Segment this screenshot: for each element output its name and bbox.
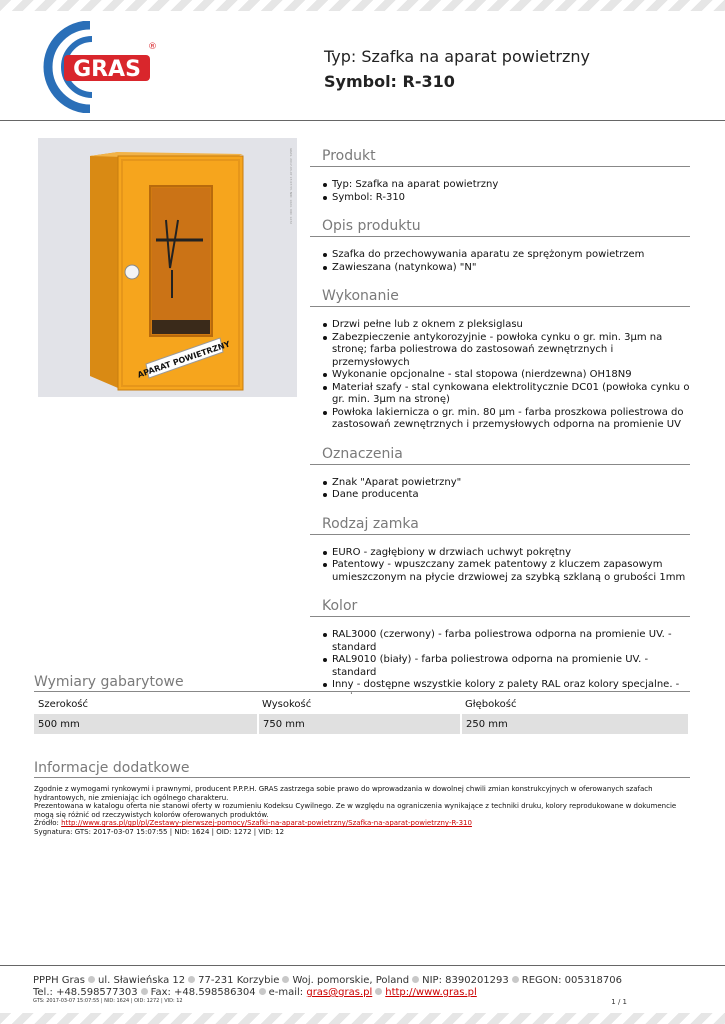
fax: Fax: +48.598586304 [150, 987, 256, 998]
list-item: Powłoka lakiernicza o gr. min. 80 µm - farba proszkowa poliestrowa do zastosowań zewnętrznych i przemysłowych odporna na promienie UV [322, 407, 690, 432]
list-item: Drzwi pełne lub z oknem z pleksiglasu [322, 319, 690, 332]
table-header-row [34, 694, 689, 714]
oznaczenia-list [310, 477, 690, 502]
bullet-dot-icon [375, 988, 382, 995]
product-photo [38, 138, 297, 397]
page-number: 1 / 1 [611, 998, 627, 1006]
list-item: RAL9010 (biały) - farba poliestrowa odporna na promienie UV. - standard [322, 654, 690, 679]
list-item: Zabezpieczenie antykorozyjnie - powłoka cynku o gr. min. 3µm na stronę; farba poliestrowa do zastosowań zewnętrznych i przemysłowych [322, 332, 690, 370]
value-wysokosc: 750 mm [258, 714, 461, 734]
document-footer [0, 965, 725, 1006]
info-paragraph: Prezentowana w katalogu oferta nie stanowi oferty w rozumieniu Kodeksu Cywilnego. Ze w względu na ograniczenia wynikające z techniki druku, kolory reprodukowane w dokumencie mogą się różnić od rzeczywistych kolorów oferowanych produktów. [34, 802, 677, 819]
city: 77-231 Korzybie [198, 975, 280, 986]
source-link[interactable]: http://www.gras.pl/gpl/pl/Zestawy-pierwszej-pomocy/Szafki-na-aparat-powietrzny/Szafka-na-aparat-powietrzny-R-310 [61, 819, 472, 828]
section-title-informacje: Informacje dodatkowe [34, 760, 690, 778]
list-item: Wykonanie opcjonalne - stal stopowa (nierdzewna) OH18N9 [322, 369, 690, 382]
bottom-stripe-decoration [0, 1013, 725, 1024]
phone: Tel.: +48.598577303 [33, 987, 138, 998]
list-item: Dane producenta [322, 489, 690, 502]
section-title-produkt: Produkt [310, 148, 690, 167]
product-details [310, 148, 690, 718]
list-item: Typ: Szafka na aparat powietrzny [322, 179, 690, 192]
bullet-dot-icon [282, 976, 289, 983]
info-paragraph: Zgodnie z wymogami rynkowymi i prawnymi, producent P.P.P.H. GRAS zastrzega sobie prawo do wprowadzania w dowolnej chwili zmian konstrukcyjnych w oferowanych szafach hydrantowych, nie zmieniając ich ogólnego charakteru. [34, 785, 653, 802]
section-title-rodzaj-zamka: Rodzaj zamka [310, 516, 690, 535]
produkt-list [310, 179, 690, 204]
section-title-wymiary: Wymiary gabarytowe [34, 674, 690, 692]
document-header [0, 11, 725, 121]
street: ul. Sławieńska 12 [98, 975, 186, 986]
regon: REGON: 005318706 [521, 975, 622, 986]
svg-text:GRAS. 2017-03-07 15:07:55. NID: GRAS. 2017-03-07 15:07:55. NID: 1624. OID: 1272 [289, 148, 293, 225]
kolor-list [310, 629, 690, 704]
list-item: Symbol: R-310 [322, 192, 690, 205]
header-glebokosc: Głębokość [461, 694, 689, 714]
value-szerokosc: 500 mm [34, 714, 258, 734]
footer-signature: GTS: 2017-03-07 15:07:55 | NID: 1624 | OID: 1272 | VID: 12 [33, 998, 183, 1004]
list-item: Materiał szafy - stal cynkowana elektrolitycznie DC01 (powłoka cynku o gr. min. 3µm na stronę) [322, 382, 690, 407]
list-item: Szafka do przechowywania aparatu ze sprężonym powietrzem [322, 249, 690, 262]
nip: NIP: 8390201293 [422, 975, 509, 986]
bullet-dot-icon [259, 988, 266, 995]
bullet-dot-icon [188, 976, 195, 983]
website-link[interactable]: http://www.gras.pl [385, 987, 477, 998]
header-szerokosc: Szerokość [34, 694, 258, 714]
footer-address-line [33, 975, 622, 986]
section-oznaczenia [310, 446, 690, 502]
bullet-dot-icon [141, 988, 148, 995]
source-line [34, 819, 684, 828]
list-item: Patentowy - wpuszczany zamek patentowy z kluczem zapasowym umieszczonym na płycie drzwiowej za szybką szklaną o grubości 1mm [322, 559, 690, 584]
email-link[interactable]: gras@gras.pl [306, 987, 373, 998]
cabinet-illustration [38, 138, 297, 397]
opis-list [310, 249, 690, 274]
section-title-oznaczenia: Oznaczenia [310, 446, 690, 465]
bullet-dot-icon [512, 976, 519, 983]
list-item: Znak "Aparat powietrzny" [322, 477, 690, 490]
bullet-dot-icon [88, 976, 95, 983]
svg-text:GRAS: GRAS [73, 57, 141, 82]
value-glebokosc: 250 mm [461, 714, 689, 734]
additional-info-text [34, 785, 684, 837]
section-title-wykonanie: Wykonanie [310, 288, 690, 307]
zamek-list [310, 547, 690, 585]
document-symbol-title: Symbol: R-310 [324, 72, 455, 91]
svg-text:APARAT POWIETRZNY: APARAT POWIETRZNY [136, 339, 232, 380]
dimensions-table [34, 694, 690, 734]
bullet-dot-icon [412, 976, 419, 983]
email-label: e-mail: [268, 987, 304, 998]
header-wysokosc: Wysokość [258, 694, 461, 714]
list-item: Inny - dostępne wszystkie kolory z palety RAL oraz kolory specjalne. - [322, 679, 690, 704]
gras-logo [30, 21, 160, 113]
document-type-title: Typ: Szafka na aparat powietrzny [324, 47, 590, 66]
table-row [34, 714, 689, 734]
wykonanie-list [310, 319, 690, 432]
section-produkt [310, 148, 690, 204]
list-item: RAL3000 (czerwony) - farba poliestrowa odporna na promienie UV. - standard [322, 629, 690, 654]
section-title-opis: Opis produktu [310, 218, 690, 237]
source-label: Źródło: [34, 819, 59, 828]
list-item: EURO - zagłębiony w drzwiach uchwyt pokrętny [322, 547, 690, 560]
footer-contact-line [33, 987, 477, 998]
top-stripe-decoration [0, 0, 725, 11]
company-name: PPPH Gras [33, 975, 85, 986]
svg-text:®: ® [148, 42, 157, 52]
region: Woj. pomorskie, Poland [292, 975, 410, 986]
list-item: Zawieszana (natynkowa) "N" [322, 262, 690, 275]
section-wykonanie [310, 288, 690, 432]
section-opis [310, 218, 690, 274]
section-title-kolor: Kolor [310, 598, 690, 617]
section-rodzaj-zamka [310, 516, 690, 585]
signature-line: Sygnatura: GTS: 2017-03-07 15:07:55 | NID: 1624 | OID: 1272 | VID: 12 [34, 827, 285, 836]
